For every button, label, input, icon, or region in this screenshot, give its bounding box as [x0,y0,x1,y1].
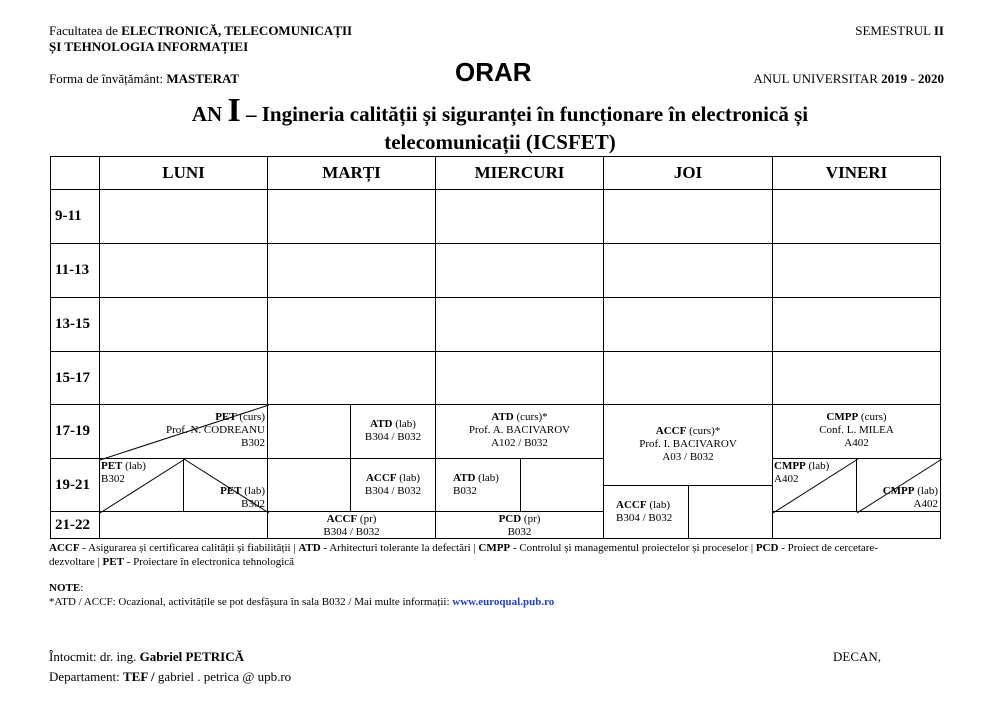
legend-text: dezvoltare | [49,556,103,568]
legend-abbr: CMPP [478,542,511,554]
empty-cell [772,351,941,405]
empty-cell [772,243,941,298]
year-label: ANUL UNIVERSITAR [753,71,882,86]
dept-value: TEF / [123,669,158,684]
room: A102 / B032 [491,437,548,449]
course-type: (curs)* [686,425,721,437]
prepared-by [49,649,244,665]
semester-value: II [933,23,944,38]
note-text [49,595,554,609]
empty-cell [520,458,604,512]
course-code: CMPP [882,485,915,497]
room: B304 / B032 [323,526,380,538]
legend-abbr: PET [102,556,124,568]
an-label: AN [191,102,228,126]
course-type: (curs) [858,411,887,423]
empty-cell [267,404,351,459]
entry-vineri-cmpp-curs [772,404,941,459]
slot-label: 17-19 [50,404,100,459]
empty-cell [603,243,773,298]
accf-pr-text [268,513,435,539]
course-code: ACCF [365,472,397,484]
course-code: PCD [498,513,522,525]
euroqual-link[interactable]: www.euroqual.pub.ro [452,596,555,608]
day-header-miercuri: MIERCURI [435,156,604,190]
room: A402 [774,473,799,485]
room: A03 / B032 [662,451,714,463]
entry-luni-pet-lab-a [99,458,184,512]
room: B304 / B032 [616,512,673,524]
dept-label: Departament: [49,669,123,684]
room: A402 [913,498,938,510]
entry-luni-pet-lab-b [183,458,268,512]
empty-cell [435,297,604,352]
course-type: (lab) [122,460,146,472]
empty-cell [267,189,436,244]
room: B304 / B032 [364,485,422,497]
course-code: ATD [370,418,393,430]
legend-text: - Proiectare în electronica tehnologică [123,556,295,568]
day-header-joi: JOI [603,156,773,190]
course-code: ACCF [655,425,687,437]
day-header-luni: LUNI [99,156,268,190]
legend-text: - Arhitecturi tolerante la defectări | [320,542,479,554]
cmpp-lab-b-text [883,485,938,511]
department [49,669,291,685]
cmpp-lab-a-text [774,460,829,486]
slot-label: 13-15 [50,297,100,352]
course-type: (lab) [646,499,671,511]
day-header-marti: MARȚI [267,156,436,190]
slot-label: 21-22 [50,511,100,539]
course-type: (lab) [396,472,421,484]
entry-marti-accf-pr [267,511,436,539]
course-type: (lab) [805,460,830,472]
empty-cell [435,189,604,244]
faculty-bold: ELECTRONICĂ, TELECOMUNICAȚII [121,23,353,38]
entry-joi-accf-lab [603,485,689,539]
course-code: ACCF [326,513,358,525]
professor: Conf. L. MILEA [819,424,894,436]
program-title-line2: telecomunicații (ICSFET) [384,130,616,154]
pet-curs-text [166,411,265,450]
dept-email: gabriel . petrica @ upb.ro [157,669,292,684]
room: B302 [241,437,265,449]
accf-curs-text [604,425,772,464]
course-type: (pr) [357,513,377,525]
professor: Prof. I. BACIVAROV [639,438,737,450]
course-code: ATD [453,472,476,484]
faculty-line2-text: ȘI TEHNOLOGIA INFORMAȚIEI [49,39,249,54]
course-type: (curs) [236,411,265,423]
note-label [49,581,83,595]
empty-cell [99,243,268,298]
course-type: (lab) [392,418,416,430]
course-code: ATD [491,411,514,423]
entry-marti-accf-lab [350,458,436,512]
empty-cell [772,511,941,539]
course-code: CMPP [774,460,806,472]
atd-lab-text [453,472,520,498]
dean-signature: DECAN, [833,649,882,664]
empty-cell [267,351,436,405]
entry-miercuri-atd-lab [435,458,521,512]
legend-abbr: ATD [298,542,321,554]
empty-cell [267,243,436,298]
empty-cell [267,297,436,352]
legend-text: - Proiect de cercetare- [778,542,878,554]
legend-abbr: ACCF [49,542,80,554]
corner-cell [50,156,100,190]
empty-cell [772,297,941,352]
pcd-pr-text [436,513,603,539]
an-value: I [227,92,241,129]
prepared-label: Întocmit: dr. ing. [49,649,140,664]
room: B032 [453,485,477,497]
empty-cell [99,297,268,352]
legend-text: - Asigurarea și certificarea calității și fiabilității | [79,542,299,554]
course-code: ACCF [616,499,647,511]
room: B032 [507,526,532,538]
entry-joi-accf-curs [603,404,773,486]
form-label: Forma de învățământ: [49,71,167,86]
slot-label: 11-13 [50,243,100,298]
year-start: 2019 [881,71,908,86]
note-body: *ATD / ACCF: Ocazional, activitățile se pot desfășura în sala B032 / Mai multe informații: [49,596,453,608]
note-colon: : [80,582,84,594]
course-code: PET [215,411,237,423]
pet-lab-a-text [101,460,146,486]
empty-cell [99,351,268,405]
empty-cell [99,511,268,539]
course-type: (lab) [475,472,499,484]
note-label-text: NOTE [49,582,81,594]
empty-cell [267,458,351,512]
entry-miercuri-atd-curs [435,404,604,459]
entry-miercuri-pcd-pr [435,511,604,539]
page-title: ORAR [455,57,532,87]
pet-lab-b-text [220,485,265,511]
atd-lab-text [351,418,435,444]
room: A402 [844,437,869,449]
empty-cell [435,243,604,298]
legend-text: - Controlul și managementul proiectelor și proceselor | [510,542,756,554]
course-type: (pr) [521,513,541,525]
slot-label: 19-21 [50,458,100,512]
semester-label: SEMESTRUL [855,23,934,38]
cmpp-curs-text [773,411,940,450]
room: B302 [241,498,265,510]
form-value: MASTERAT [166,71,240,86]
year-end: 2020 [918,71,944,86]
prepared-name: Gabriel PETRICĂ [139,649,245,664]
room: B302 [101,473,125,485]
empty-cell [688,485,773,539]
course-code: CMPP [826,411,859,423]
entry-luni-pet-curs [99,404,268,459]
empty-cell [603,351,773,405]
empty-cell [435,351,604,405]
atd-curs-text [436,411,603,450]
program-line1: – Ingineria calității și siguranței în funcționare în electronică și [240,102,809,126]
empty-cell [603,297,773,352]
course-type: (curs)* [513,411,548,423]
day-header-vineri: VINERI [772,156,941,190]
faculty-prefix: Facultatea de [49,23,122,38]
professor: Prof. A. BACIVAROV [468,424,571,436]
course-type: (lab) [241,485,265,497]
empty-cell [603,189,773,244]
course-code: PET [220,485,242,497]
legend [49,541,954,569]
professor: Prof. N. CODREANU [166,424,265,436]
accf-lab-text [351,472,435,498]
year-sep: - [907,71,918,86]
entry-vineri-cmpp-lab-b [856,458,941,512]
slot-label: 9-11 [50,189,100,244]
slot-label: 15-17 [50,351,100,405]
entry-marti-atd-lab [350,404,436,459]
course-type: (lab) [914,485,938,497]
room: B304 / B032 [364,431,422,443]
legend-abbr: PCD [755,542,779,554]
accf-lab-text [616,499,688,525]
empty-cell [772,189,941,244]
course-code: PET [101,460,123,472]
empty-cell [99,189,268,244]
entry-vineri-cmpp-lab-a [772,458,857,512]
